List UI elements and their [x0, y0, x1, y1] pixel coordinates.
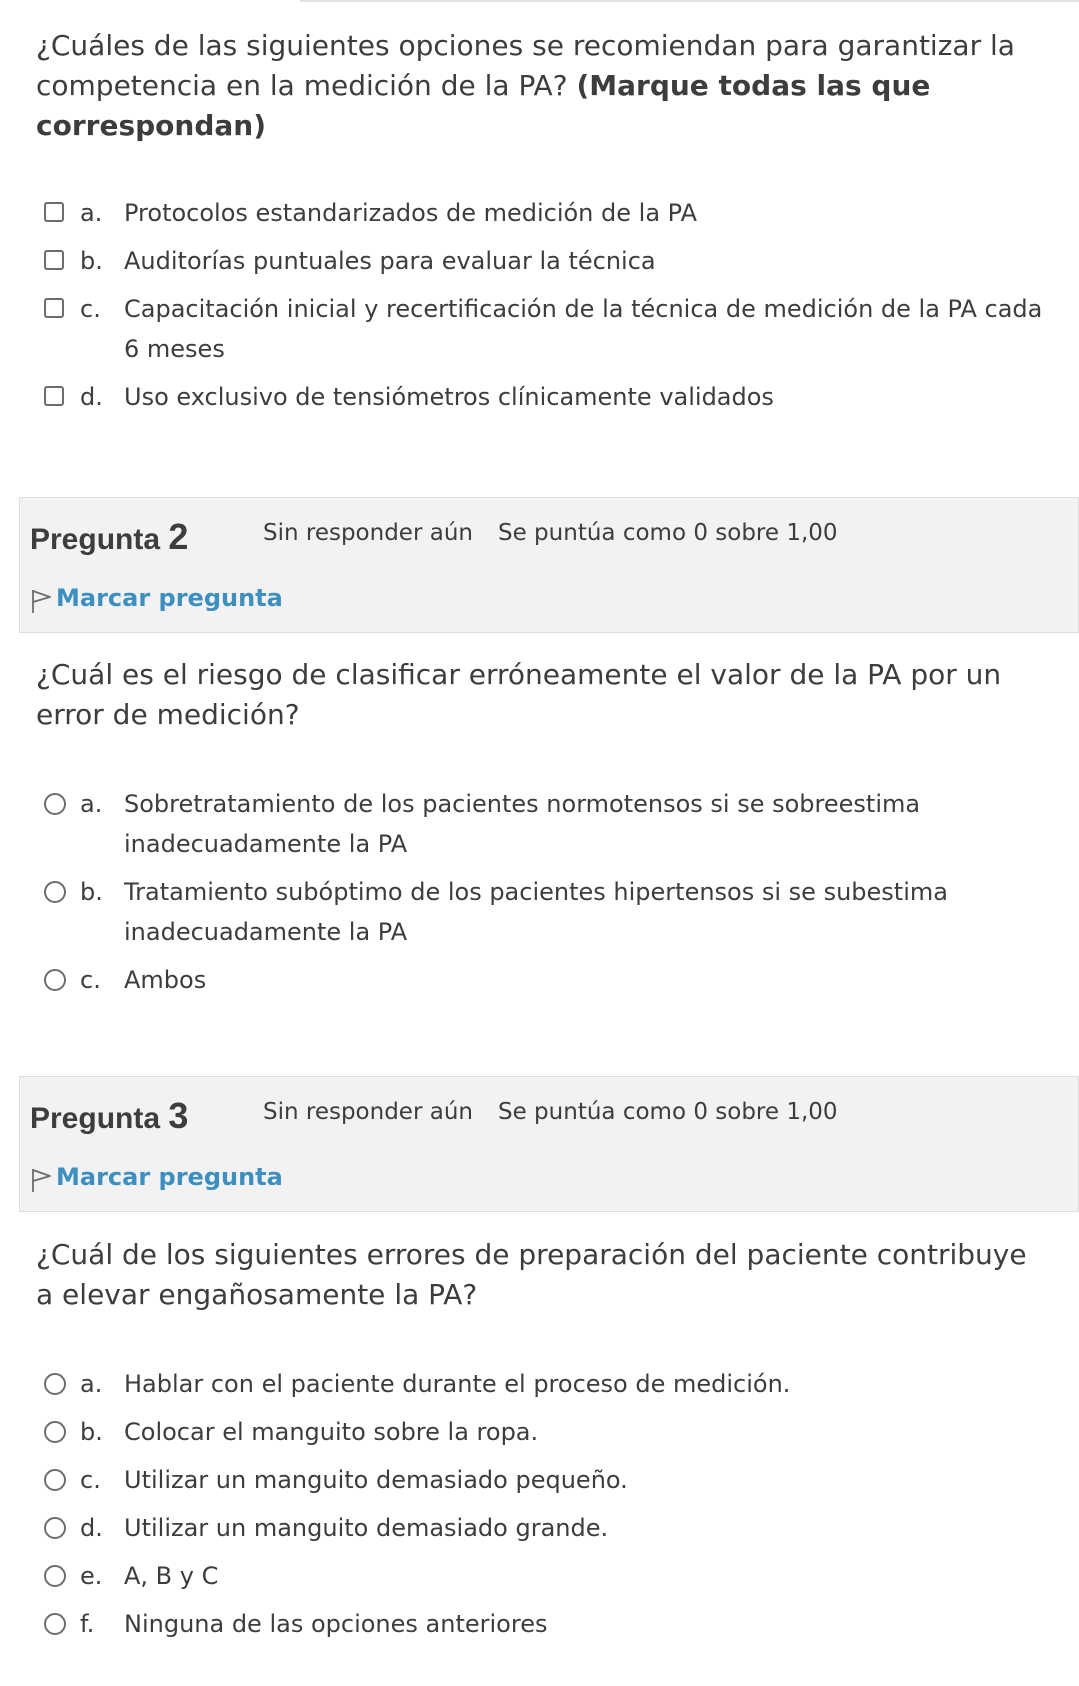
question-3-info	[19, 1076, 1079, 1212]
answer-option[interactable]	[44, 1556, 1054, 1596]
option-label: Hablar con el paciente durante el proceso de medición.	[124, 1370, 791, 1398]
option-letter: b.	[80, 247, 103, 275]
answer-option[interactable]	[44, 241, 1054, 281]
question-grade: Se puntúa como 0 sobre 1,00	[498, 520, 838, 546]
question-state: Sin responder aún	[263, 520, 473, 546]
radio-button[interactable]	[44, 1517, 66, 1539]
radio-button[interactable]	[44, 1613, 66, 1635]
option-letter: c.	[80, 966, 101, 994]
answer-option[interactable]	[44, 289, 1054, 369]
option-label: Tratamiento subóptimo de los pacientes hipertensos si se subestima inadecuadamente la PA	[124, 878, 948, 946]
flag-question-link[interactable]	[30, 582, 283, 614]
radio-button[interactable]	[44, 793, 66, 815]
option-label: Ambos	[124, 966, 207, 994]
question-number-value: 2	[168, 516, 189, 557]
question-1-answers	[44, 193, 1054, 425]
question-prefix: Pregunta	[30, 523, 161, 556]
question-prefix: Pregunta	[30, 1102, 161, 1135]
radio-button[interactable]	[44, 1373, 66, 1395]
answer-option[interactable]	[44, 1508, 1054, 1548]
option-letter: c.	[80, 1466, 101, 1494]
answer-option[interactable]	[44, 960, 1054, 1000]
flag-icon	[30, 588, 52, 614]
option-label: Capacitación inicial y recertificación de la técnica de medición de la PA cada 6 meses	[124, 295, 1043, 363]
checkbox[interactable]	[44, 386, 64, 406]
option-letter: a.	[80, 790, 103, 818]
option-letter: a.	[80, 199, 103, 227]
question-2-text: ¿Cuál es el riesgo de clasificar erróneamente el valor de la PA por un error de medición?	[36, 658, 1002, 731]
option-letter: d.	[80, 383, 103, 411]
option-label: Utilizar un manguito demasiado grande.	[124, 1514, 609, 1542]
flag-label[interactable]: Marcar pregunta	[56, 1163, 283, 1191]
flag-icon	[30, 1167, 52, 1193]
answer-option[interactable]	[44, 872, 1054, 952]
answer-option[interactable]	[44, 784, 1054, 864]
flag-question-link[interactable]	[30, 1161, 283, 1193]
radio-button[interactable]	[44, 881, 66, 903]
answer-option[interactable]	[44, 1412, 1054, 1452]
option-letter: b.	[80, 1418, 103, 1446]
option-label: Colocar el manguito sobre la ropa.	[124, 1418, 539, 1446]
checkbox[interactable]	[44, 250, 64, 270]
option-label: A, B y C	[124, 1562, 219, 1590]
answer-option[interactable]	[44, 193, 1054, 233]
option-label: Sobretratamiento de los pacientes normotensos si se sobreestima inadecuadamente la PA	[124, 790, 921, 858]
question-number	[30, 1095, 188, 1137]
checkbox[interactable]	[44, 298, 64, 318]
option-label: Utilizar un manguito demasiado pequeño.	[124, 1466, 628, 1494]
option-label: Ninguna de las opciones anteriores	[124, 1610, 548, 1638]
question-1-instruction: (Marque todas las que correspondan)	[36, 69, 931, 142]
question-3-text: ¿Cuál de los siguientes errores de preparación del paciente contribuye a elevar engañosamente la PA?	[36, 1238, 1027, 1311]
checkbox[interactable]	[44, 202, 64, 222]
option-label: Protocolos estandarizados de medición de la PA	[124, 199, 698, 227]
question-2-answers	[44, 784, 1054, 1008]
option-letter: c.	[80, 295, 101, 323]
question-number-value: 3	[168, 1095, 189, 1136]
question-2-info	[19, 497, 1079, 633]
option-label: Auditorías puntuales para evaluar la técnica	[124, 247, 656, 275]
question-grade: Se puntúa como 0 sobre 1,00	[498, 1099, 838, 1125]
radio-button[interactable]	[44, 1565, 66, 1587]
option-letter: e.	[80, 1562, 103, 1590]
answer-option[interactable]	[44, 1364, 1054, 1404]
question-state: Sin responder aún	[263, 1099, 473, 1125]
option-letter: a.	[80, 1370, 103, 1398]
answer-option[interactable]	[44, 377, 1054, 417]
option-letter: d.	[80, 1514, 103, 1542]
option-label: Uso exclusivo de tensiómetros clínicamente validados	[124, 383, 774, 411]
option-letter: b.	[80, 878, 103, 906]
answer-option[interactable]	[44, 1604, 1054, 1644]
radio-button[interactable]	[44, 1469, 66, 1491]
answer-option[interactable]	[44, 1460, 1054, 1500]
top-divider	[300, 0, 1079, 2]
question-3-answers	[44, 1364, 1054, 1652]
question-number	[30, 516, 188, 558]
question-1-prompt: ¿Cuáles de las siguientes opciones se recomiendan para garantizar la competencia en la medición de la PA?	[36, 29, 1015, 102]
option-letter: f.	[80, 1610, 95, 1638]
flag-label[interactable]: Marcar pregunta	[56, 584, 283, 612]
radio-button[interactable]	[44, 1421, 66, 1443]
radio-button[interactable]	[44, 969, 66, 991]
question-1-text	[36, 26, 1046, 146]
